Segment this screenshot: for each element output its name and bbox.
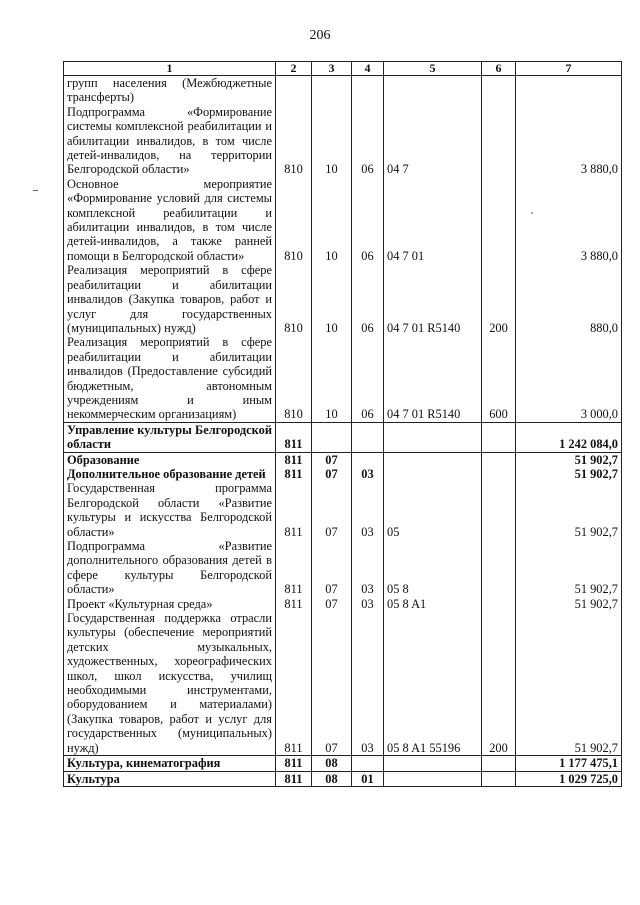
table-row: [64, 452, 622, 467]
row-amount-cell: 51 902,7: [516, 539, 622, 597]
row-section-cell: 10: [312, 105, 352, 177]
row-amount-cell: [516, 76, 622, 105]
row-code-cell: 811: [276, 422, 312, 452]
row-csr-cell: 04 7 01 R5140: [384, 263, 482, 335]
row-csr-cell: 05 8 A1 55196: [384, 611, 482, 756]
row-subsection-cell: [352, 452, 384, 467]
row-expense-type-cell: [482, 105, 516, 177]
row-amount-cell: 51 902,7: [516, 597, 622, 611]
row-expense-type-cell: [482, 467, 516, 481]
row-subsection-cell: [352, 756, 384, 771]
row-expense-type-cell: 600: [482, 335, 516, 422]
column-header-1: 1: [64, 62, 276, 76]
row-code-cell: 811: [276, 597, 312, 611]
row-expense-type-cell: [482, 76, 516, 105]
row-name-cell: Государственная поддержка отрасли культуры (обеспечение мероприятий детских музыкальных, художественных, хореографических школ, школ искусства, училищ необходимыми инструментами, оборудованием и материалами) (Закупка товаров, работ и услуг для государственных (муниципальных) нужд): [64, 611, 276, 756]
row-section-cell: 10: [312, 335, 352, 422]
row-subsection-cell: 06: [352, 105, 384, 177]
row-subsection-cell: [352, 76, 384, 105]
row-amount-cell: 1 029 725,0: [516, 771, 622, 786]
row-subsection-cell: 03: [352, 467, 384, 481]
table-row: [64, 611, 622, 756]
row-subsection-cell: 03: [352, 481, 384, 539]
row-name-cell: Реализация мероприятий в сфере реабилитации и абилитации инвалидов (Предоставление субсидий бюджетным, автономным учреждениям и иным некоммерческим организациям): [64, 335, 276, 422]
row-csr-cell: [384, 771, 482, 786]
row-code-cell: 810: [276, 335, 312, 422]
row-name-cell: Государственная программа Белгородской области «Развитие культуры и искусства Белгородской области»: [64, 481, 276, 539]
row-section-cell: 07: [312, 611, 352, 756]
row-csr-cell: [384, 422, 482, 452]
row-amount-cell: 3 880,0: [516, 105, 622, 177]
row-name-cell: Основное мероприятие «Формирование условий для системы комплексной реабилитации и абилитации инвалидов, в том числе детей-инвалидов, а также ранней помощи в Белгородской области»: [64, 177, 276, 263]
table-row: [64, 335, 622, 422]
row-code-cell: 811: [276, 611, 312, 756]
row-section-cell: 10: [312, 263, 352, 335]
table-header: [64, 62, 622, 76]
row-subsection-cell: 03: [352, 597, 384, 611]
table-row: [64, 422, 622, 452]
column-header-2: 2: [276, 62, 312, 76]
row-amount-cell: 51 902,7: [516, 611, 622, 756]
row-subsection-cell: 03: [352, 539, 384, 597]
row-section-cell: 07: [312, 481, 352, 539]
row-amount-cell: 51 902,7: [516, 452, 622, 467]
row-expense-type-cell: 200: [482, 611, 516, 756]
row-code-cell: 810: [276, 105, 312, 177]
row-subsection-cell: [352, 422, 384, 452]
row-subsection-cell: 06: [352, 177, 384, 263]
row-amount-cell: 51 902,7: [516, 481, 622, 539]
row-name-cell: Управление культуры Белгородской области: [64, 422, 276, 452]
table-row: [64, 771, 622, 786]
row-expense-type-cell: [482, 597, 516, 611]
row-section-cell: [312, 422, 352, 452]
row-name-cell: Подпрограмма «Развитие дополнительного образования детей в сфере культуры Белгородской области»: [64, 539, 276, 597]
column-header-4: 4: [352, 62, 384, 76]
row-code-cell: 811: [276, 756, 312, 771]
row-amount-cell: 1 242 084,0: [516, 422, 622, 452]
row-expense-type-cell: [482, 452, 516, 467]
table-row: [64, 76, 622, 105]
column-header-5: 5: [384, 62, 482, 76]
row-expense-type-cell: [482, 177, 516, 263]
table-row: [64, 105, 622, 177]
table-row: [64, 467, 622, 481]
row-section-cell: 10: [312, 177, 352, 263]
table-row: [64, 177, 622, 263]
column-header-6: 6: [482, 62, 516, 76]
row-expense-type-cell: [482, 756, 516, 771]
table-row: [64, 756, 622, 771]
margin-mark: [33, 190, 38, 191]
table-row: [64, 263, 622, 335]
column-header-3: 3: [312, 62, 352, 76]
row-code-cell: 811: [276, 539, 312, 597]
row-csr-cell: 04 7 01 R5140: [384, 335, 482, 422]
row-csr-cell: 05 8: [384, 539, 482, 597]
row-amount-cell: 3 000,0: [516, 335, 622, 422]
row-csr-cell: 05 8 A1: [384, 597, 482, 611]
page-number: 206: [309, 28, 331, 43]
row-csr-cell: 05: [384, 481, 482, 539]
row-section-cell: [312, 76, 352, 105]
row-name-cell: Культура, кинематография: [64, 756, 276, 771]
row-code-cell: [276, 76, 312, 105]
row-section-cell: 07: [312, 597, 352, 611]
header-row: [64, 62, 622, 76]
row-amount-cell: 51 902,7: [516, 467, 622, 481]
row-amount-cell: 1 177 475,1: [516, 756, 622, 771]
row-expense-type-cell: [482, 422, 516, 452]
row-expense-type-cell: [482, 771, 516, 786]
row-amount-cell: 880,0: [516, 263, 622, 335]
row-csr-cell: 04 7: [384, 105, 482, 177]
row-name-cell: Образование: [64, 452, 276, 467]
row-amount-cell: 3 880,0: [516, 177, 622, 263]
row-name-cell: Дополнительное образование детей: [64, 467, 276, 481]
row-subsection-cell: 01: [352, 771, 384, 786]
row-csr-cell: [384, 756, 482, 771]
row-subsection-cell: 06: [352, 263, 384, 335]
row-expense-type-cell: [482, 481, 516, 539]
row-csr-cell: [384, 467, 482, 481]
row-csr-cell: 04 7 01: [384, 177, 482, 263]
row-subsection-cell: 06: [352, 335, 384, 422]
row-expense-type-cell: 200: [482, 263, 516, 335]
row-name-cell: Проект «Культурная среда»: [64, 597, 276, 611]
table-body: [64, 76, 622, 787]
row-code-cell: 811: [276, 771, 312, 786]
row-code-cell: 811: [276, 481, 312, 539]
budget-table: [63, 61, 622, 787]
row-name-cell: Реализация мероприятий в сфере реабилитации и абилитации инвалидов (Закупка товаров, работ и услуг для государственных (муниципальных) нужд): [64, 263, 276, 335]
row-section-cell: 07: [312, 452, 352, 467]
table-row: [64, 539, 622, 597]
row-name-cell: Подпрограмма «Формирование системы комплексной реабилитации и абилитации инвалидов, в том числе детей-инвалидов, на территории Белгородской области»: [64, 105, 276, 177]
row-name-cell: групп населения (Межбюджетные трансферты): [64, 76, 276, 105]
row-csr-cell: [384, 452, 482, 467]
row-code-cell: 810: [276, 177, 312, 263]
row-section-cell: 08: [312, 756, 352, 771]
row-expense-type-cell: [482, 539, 516, 597]
table-row: [64, 481, 622, 539]
row-section-cell: 07: [312, 467, 352, 481]
row-section-cell: 07: [312, 539, 352, 597]
table-row: [64, 597, 622, 611]
row-code-cell: 810: [276, 263, 312, 335]
row-code-cell: 811: [276, 452, 312, 467]
row-csr-cell: [384, 76, 482, 105]
row-code-cell: 811: [276, 467, 312, 481]
row-section-cell: 08: [312, 771, 352, 786]
row-name-cell: Культура: [64, 771, 276, 786]
row-subsection-cell: 03: [352, 611, 384, 756]
column-header-7: 7: [516, 62, 622, 76]
